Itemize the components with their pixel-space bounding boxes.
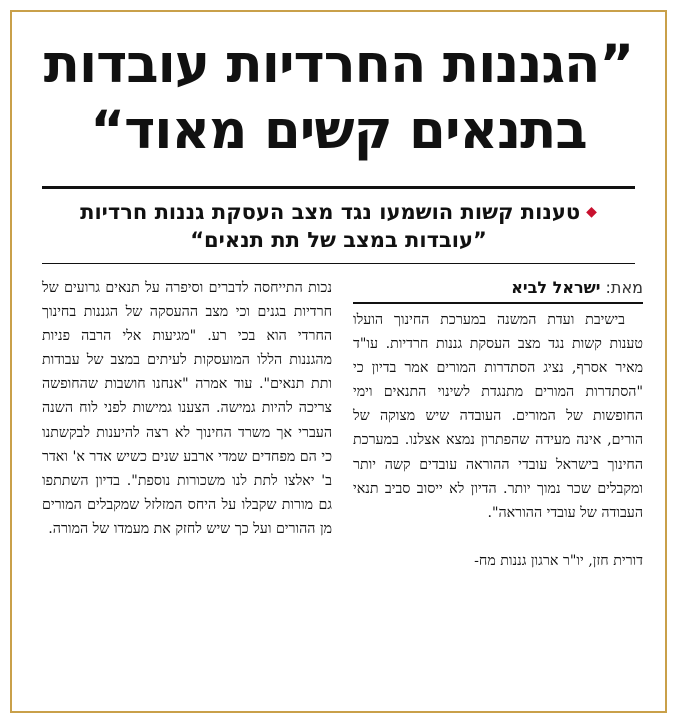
subhead-rule (42, 263, 635, 264)
headline-line-2: בתנאים קשים מאוד“ (90, 100, 587, 161)
headline-line-1: ”הגננות החרדיות עובדות (43, 34, 634, 95)
paragraph: בישיבת ועדת המשנה במערכת החינוך הועלו טענות קשות נגד מצב העסקת גננות חרדיות. עו"ד מאיר אסרף, נציג הסתדרות המורים אמר בדיון כי "הסתדרות המורים מתנגדת לשינוי התנאים וימי החופשות של המורים. העובדה שיש מצוקה של הורים, אינה מעידה שהפתרון נמצא אצלנו. במערכת החינוך בישראל עובדי ההוראה עובדים קשה יותר ומקבלים שכר נמוך יותר. הדיון לא ייסוב סביב תנאי העבודה של עובדי ההוראה". (353, 312, 643, 521)
paragraph: דורית חזן, יו"ר ארגון גננות מח- (474, 552, 643, 569)
byline (353, 276, 643, 304)
news-clipping (10, 10, 667, 713)
byline-author: ישראל לביא (511, 278, 601, 297)
diamond-bullet-icon: ◆ (586, 204, 597, 220)
article-column-right (353, 276, 643, 573)
paragraph-gap (353, 525, 643, 549)
subheadline-line-2: ”עובדות במצב של תת תנאים“ (190, 228, 487, 252)
subheadline-line-1: טענות קשות הושמעו נגד מצב העסקת גננות חרדיות (80, 200, 581, 224)
paragraph: נכות התייחסה לדברים וסיפרה על תנאים גרועים של חרדיות בגנים וכי מצב ההעסקה של הגננות בחינוך החרדי הוא בכי רע. "מגיעות אלי הרבה פניות מהגננות הללו המועסקות לעיתים במצב של עבודות ותת תנאים". עוד אמרה "אנחנו חושבות שהחופשה צריכה להיות גמישה. הצענו גמישות לפני לוח השנה העברי אך משרד החינוך לא רצה להיענות לבקשתנו כי הם מפחדים שמדי ארבע שנים כשיש אדר א' ואדר ב' יאלצו לתת לנו משכורות נוספת". בדיון השתתפו גם מורות שקבלו על היחס המזלזל שמקבלים המורים מן ההורים ועל כך שיש לחזק את מעמדו של המורה. (42, 280, 332, 537)
article-column-left (42, 276, 332, 541)
byline-prefix: מאת: (605, 278, 643, 297)
headline (30, 32, 647, 164)
top-rule (42, 186, 635, 189)
subheadline (42, 198, 635, 254)
